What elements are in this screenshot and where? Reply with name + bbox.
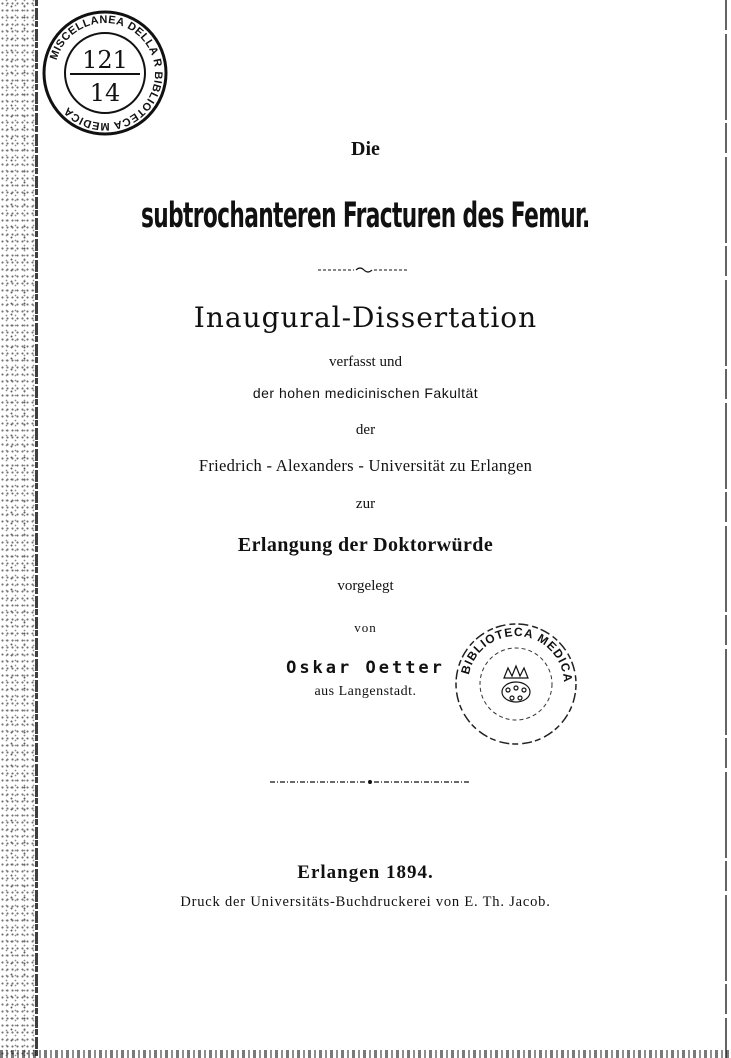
ornament-divider [318, 266, 408, 274]
library-stamp-number-bottom: 14 [89, 79, 121, 107]
text-zur: zur [355, 496, 376, 512]
heading-die: Die [351, 138, 380, 160]
degree-line: Erlangung der Doktorwürde [237, 534, 494, 556]
main-title: subtrochanteren Fracturen des Femur. [140, 196, 590, 236]
ornament-rule [270, 770, 470, 794]
dissertation-type: Inaugural-Dissertation [193, 301, 538, 334]
library-stamp-number-top: 121 [82, 46, 128, 74]
library-stamp-ring-text: MISCELLANEA DELLA R BIBLIOTECA MEDICA [47, 13, 165, 133]
institute-stamp-ring-text: BIBLIOTECA MEDICA [458, 624, 576, 684]
text-verfasst: verfasst und [329, 354, 402, 370]
printer-line: Druck der Universitäts-Buchdruckerei von E. Th. Jacob. [180, 894, 551, 910]
author-origin: aus Langenstadt. [314, 684, 417, 699]
library-stamp [40, 8, 170, 138]
svg-text:BIBLIOTECA MEDICA [458, 625, 575, 684]
institute-stamp [450, 620, 582, 748]
author-name: Oskar Oetter [286, 658, 445, 678]
text-vorgelegt: vorgelegt [337, 578, 394, 594]
crown-emblem-icon [502, 666, 530, 702]
place-year: Erlangen 1894. [297, 862, 434, 883]
text-der: der [355, 422, 376, 438]
faculty-line: der hohen medicinischen Fakultät [252, 385, 479, 401]
text-von: von [354, 620, 377, 635]
page-edge-bottom [0, 1050, 731, 1058]
university-line: Friedrich - Alexanders - Universität zu Erlangen [198, 456, 533, 475]
